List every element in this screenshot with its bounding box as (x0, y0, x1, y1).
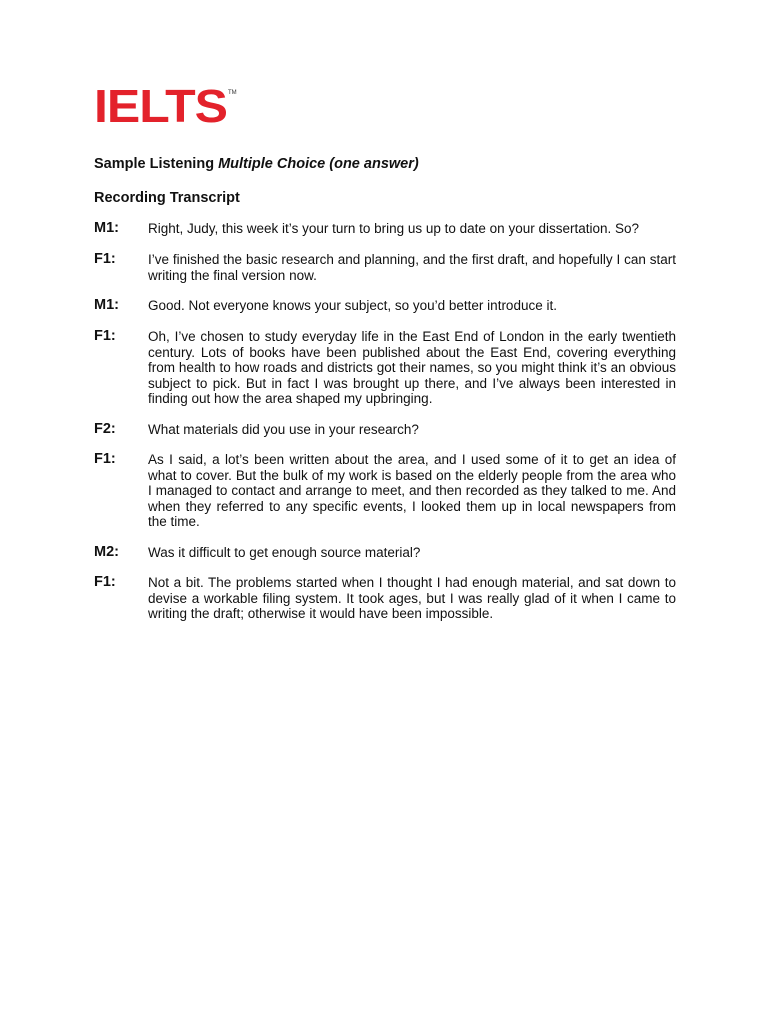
utterance-text: I’ve finished the basic research and planning, and the first draft, and hopefully I can start writing the final version now. (148, 252, 676, 283)
title-prefix: Sample Listening (94, 156, 219, 172)
speaker-label: F2: (94, 421, 116, 437)
speaker-label: F1: (94, 328, 116, 344)
title-question-type: Multiple Choice (one answer) (218, 156, 419, 172)
utterance-text: Not a bit. The problems started when I thought I had enough material, and sat down to devise a workable filing system. It took ages, but I was really glad of it when I came to writing the draft; otherwise it would have been impossible. (148, 575, 676, 621)
transcript-line (94, 329, 676, 407)
transcript-line (94, 252, 676, 283)
utterance-text: As I said, a lot’s been written about the area, and I used some of it to get an idea of what to cover. But the bulk of my work is based on the elderly people from the area who I managed to contact and arrange to meet, and then recorded as they talked to me. And when they referred to any specific events, I looked them up in local newspapers from the time. (148, 452, 676, 529)
speaker-label: M1: (94, 220, 119, 236)
transcript-line (94, 422, 676, 438)
utterance-text: Good. Not everyone knows your subject, so you’d better introduce it. (148, 298, 557, 313)
speaker-label: F1: (94, 451, 116, 467)
transcript-line (94, 221, 676, 237)
utterance-text: Right, Judy, this week it’s your turn to bring us up to date on your dissertation. So? (148, 221, 640, 236)
document-title (94, 156, 419, 172)
speaker-label: M2: (94, 544, 119, 560)
transcript-line (94, 575, 676, 622)
speaker-label: M1: (94, 297, 119, 313)
utterance-text: Was it difficult to get enough source material? (148, 545, 421, 560)
transcript-line (94, 545, 676, 561)
transcript-line (94, 452, 676, 530)
speaker-label: F1: (94, 574, 116, 590)
trademark-mark: TM (227, 90, 237, 96)
ielts-logo (94, 80, 237, 132)
utterance-text: Oh, I’ve chosen to study everyday life in the East End of London in the early twentieth century. Lots of books have been published about the East End, covering everything from health to how roads and districts got their names, so you might think it’s an obvious subject to pick. But in fact I was brought up there, and I’ve always been interested in finding out how the area shaped my upbringing. (148, 329, 676, 406)
transcript-line (94, 298, 676, 314)
utterance-text: What materials did you use in your research? (148, 422, 419, 437)
section-heading: Recording Transcript (94, 190, 240, 206)
logo-wordmark: IELTS (94, 80, 227, 132)
speaker-label: F1: (94, 251, 116, 267)
